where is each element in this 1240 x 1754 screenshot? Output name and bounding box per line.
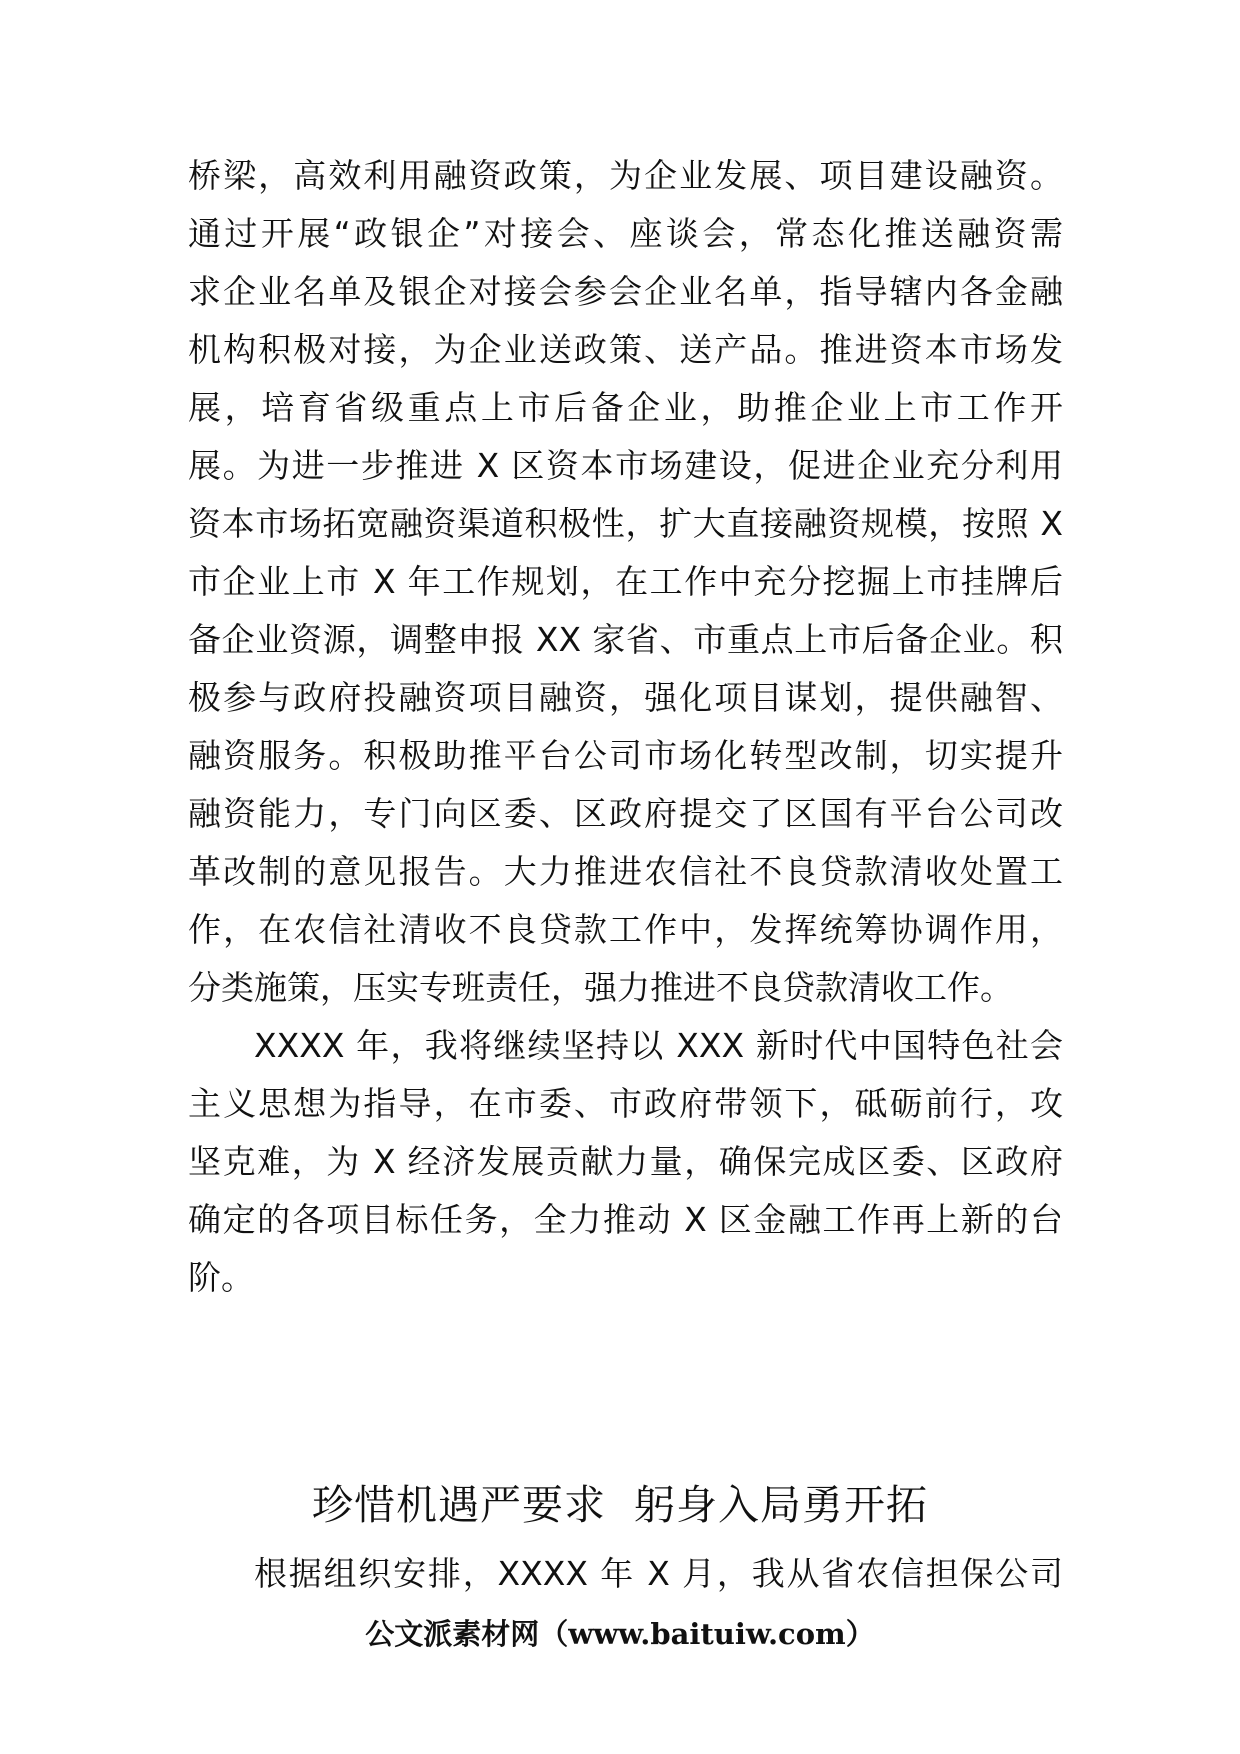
paragraph-line: 桥梁，高效利用融资政策，为企业发展、项目建设融资。 [188, 156, 1063, 195]
paragraph-line: XXXX 年，我将继续坚持以 XXX 新时代中国特色社会 [254, 1026, 1063, 1065]
paragraph-line: 根据组织安排，XXXX 年 X 月，我从省农信担保公司 [254, 1554, 1063, 1593]
paragraph-line: 革改制的意见报告。大力推进农信社不良贷款清收处置工 [188, 852, 1063, 891]
paragraph-line: 主义思想为指导，在市委、市政府带领下，砥砺前行，攻 [188, 1084, 1063, 1123]
paragraph-line: 阶。 [188, 1258, 254, 1297]
paragraph-line: 作，在农信社清收不良贷款工作中，发挥统筹协调作用， [188, 910, 1063, 949]
paragraph-line: 极参与政府投融资项目融资，强化项目谋划，提供融智、 [188, 678, 1063, 717]
paragraph-line: 确定的各项目标任务，全力推动 X 区金融工作再上新的台 [188, 1200, 1063, 1239]
paragraph-line: 分类施策，压实专班责任，强力推进不良贷款清收工作。 [188, 968, 1013, 1007]
paragraph-line: 坚克难，为 X 经济发展贡献力量，确保完成区委、区政府 [188, 1142, 1063, 1181]
paragraph-line: 资本市场拓宽融资渠道积极性，扩大直接融资规模，按照 X [188, 504, 1063, 543]
page-footer: 公文派素材网（www.baituiw.com） [365, 1617, 875, 1651]
paragraph-line: 展。为进一步推进 X 区资本市场建设，促进企业充分利用 [188, 446, 1063, 485]
paragraph-line: 融资服务。积极助推平台公司市场化转型改制，切实提升 [188, 736, 1063, 775]
paragraph-line: 备企业资源，调整申报 XX 家省、市重点上市后备企业。积 [188, 620, 1063, 659]
paragraph-line: 市企业上市 X 年工作规划，在工作中充分挖掘上市挂牌后 [188, 562, 1063, 601]
paragraph-line: 求企业名单及银企对接会参会企业名单，指导辖内各金融 [188, 272, 1063, 311]
paragraph-line: 展，培育省级重点上市后备企业，助推企业上市工作开 [188, 388, 1063, 427]
paragraph-line: 机构积极对接，为企业送政策、送产品。推进资本市场发 [188, 330, 1063, 369]
section-title: 珍惜机遇严要求 躬身入局勇开拓 [311, 1481, 929, 1529]
paragraph-line: 通过开展“政银企”对接会、座谈会，常态化推送融资需 [188, 214, 1063, 253]
paragraph-line: 融资能力，专门向区委、区政府提交了区国有平台公司改 [188, 794, 1063, 833]
